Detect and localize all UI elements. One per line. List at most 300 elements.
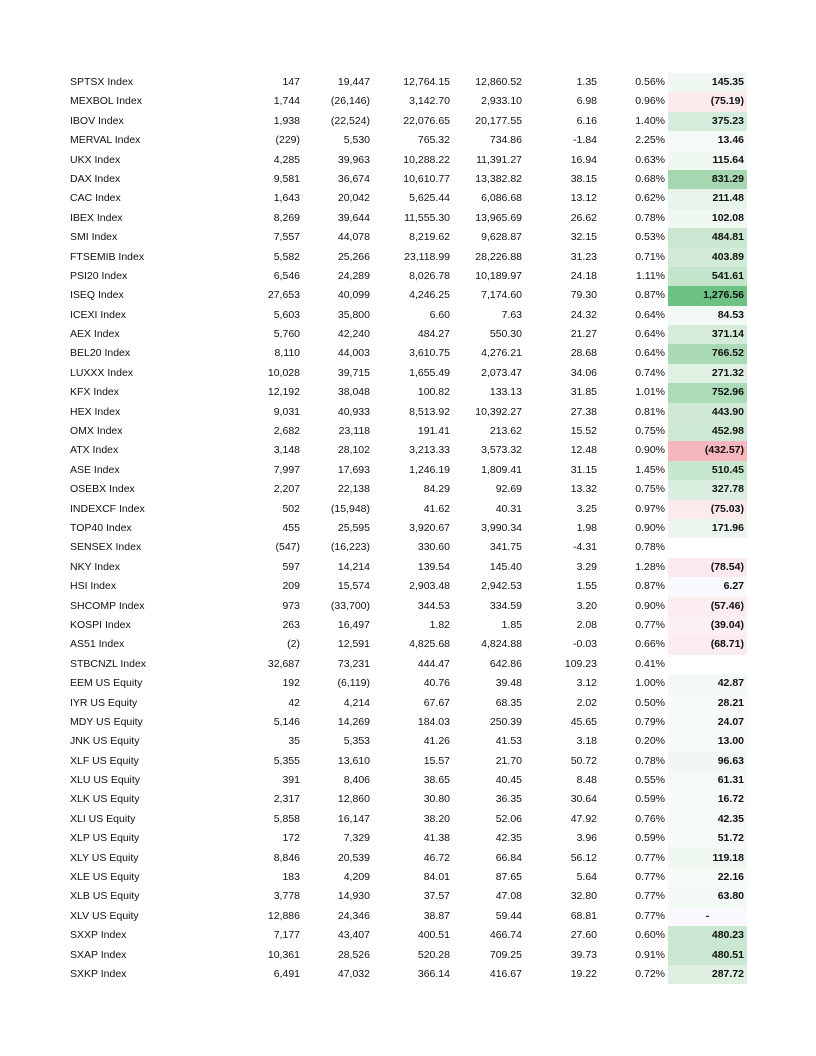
percent-cell: 0.71%: [635, 250, 665, 263]
value-5-cell: 16.94: [570, 153, 597, 166]
value-2-cell: 39,963: [337, 153, 370, 166]
value-1-cell: 2,207: [273, 483, 300, 496]
percent-cell: 1.45%: [635, 463, 665, 476]
result-cell: 371.14: [668, 325, 747, 344]
ticker-cell: SPTSX Index: [70, 76, 134, 88]
table-row: [0, 267, 816, 286]
value-1-cell: 192: [282, 677, 300, 690]
table-row: [0, 461, 816, 480]
result-cell: 766.52: [668, 344, 747, 363]
value-3-cell: 41.38: [423, 832, 450, 845]
value-3-cell: 30.80: [423, 793, 450, 806]
percent-cell: 0.68%: [635, 172, 665, 185]
value-5-cell: -1.84: [573, 134, 597, 147]
table-row: [0, 558, 816, 577]
ticker-cell: ASE Index: [70, 463, 120, 476]
value-5-cell: 3.20: [576, 599, 597, 612]
value-3-cell: 15.57: [423, 754, 450, 767]
value-5-cell: 3.18: [576, 735, 597, 748]
value-1-cell: 183: [282, 871, 300, 884]
value-1-cell: 2,317: [273, 793, 300, 806]
result-cell: 1,276.56: [668, 286, 747, 305]
table-row: [0, 597, 816, 616]
result-cell: 327.78: [668, 480, 747, 499]
ticker-cell: TOP40 Index: [70, 521, 132, 534]
value-5-cell: -4.31: [573, 541, 597, 554]
value-1-cell: 3,148: [273, 444, 300, 457]
percent-cell: 0.41%: [635, 657, 665, 670]
result-cell: 51.72: [668, 829, 747, 848]
value-3-cell: 4,246.25: [409, 289, 450, 302]
value-5-cell: 13.12: [570, 192, 597, 205]
table-row: [0, 92, 816, 111]
ticker-cell: MERVAL Index: [70, 134, 141, 147]
value-2-cell: 44,078: [337, 231, 370, 244]
percent-cell: 1.00%: [635, 677, 665, 690]
value-2-cell: 17,693: [337, 463, 370, 476]
value-3-cell: 22,076.65: [403, 114, 450, 127]
value-2-cell: 13,610: [337, 754, 370, 767]
result-cell: (57.46): [668, 597, 747, 616]
value-5-cell: 13.32: [570, 483, 597, 496]
value-1-cell: 263: [282, 618, 300, 631]
percent-cell: 0.66%: [635, 638, 665, 651]
value-1-cell: 1,744: [273, 95, 300, 108]
value-2-cell: 12,591: [337, 638, 370, 651]
value-4-cell: 59.44: [495, 909, 522, 922]
table-row: [0, 829, 816, 848]
ticker-cell: SXXP Index: [70, 929, 127, 942]
ticker-cell: XLV US Equity: [70, 909, 139, 922]
value-3-cell: 1,246.19: [409, 463, 450, 476]
ticker-cell: XLK US Equity: [70, 793, 140, 806]
table-row: [0, 577, 816, 596]
percent-cell: 0.77%: [635, 618, 665, 631]
result-cell: 42.35: [668, 810, 747, 829]
value-5-cell: 34.06: [570, 366, 597, 379]
value-2-cell: 4,209: [343, 871, 370, 884]
ticker-cell: JNK US Equity: [70, 735, 140, 748]
value-5-cell: 45.65: [570, 715, 597, 728]
ticker-cell: STBCNZL Index: [70, 657, 147, 670]
percent-cell: 0.60%: [635, 929, 665, 942]
value-1-cell: 973: [282, 599, 300, 612]
value-1-cell: 172: [282, 832, 300, 845]
ticker-cell: LUXXX Index: [70, 366, 134, 379]
value-2-cell: 47,032: [337, 967, 370, 980]
value-4-cell: 1,809.41: [481, 463, 522, 476]
value-3-cell: 3,610.75: [409, 347, 450, 360]
value-1-cell: 7,997: [273, 463, 300, 476]
value-3-cell: 6.60: [429, 308, 450, 321]
value-1-cell: 12,192: [267, 386, 300, 399]
value-1-cell: 502: [282, 502, 300, 515]
value-1-cell: 27,653: [267, 289, 300, 302]
value-5-cell: 2.02: [576, 696, 597, 709]
value-3-cell: 191.41: [417, 425, 450, 438]
value-2-cell: 7,329: [343, 832, 370, 845]
value-1-cell: 391: [282, 774, 300, 787]
value-2-cell: (22,524): [330, 114, 370, 127]
result-cell: 510.45: [668, 461, 747, 480]
value-4-cell: 7.63: [501, 308, 522, 321]
value-5-cell: 6.98: [576, 95, 597, 108]
ticker-cell: EEM US Equity: [70, 677, 143, 690]
value-5-cell: 1.35: [576, 76, 597, 88]
value-5-cell: 79.30: [570, 289, 597, 302]
value-2-cell: 24,346: [337, 909, 370, 922]
value-4-cell: 6,086.68: [481, 192, 522, 205]
ticker-cell: IYR US Equity: [70, 696, 138, 709]
table-row: [0, 131, 816, 150]
value-1-cell: 1,643: [273, 192, 300, 205]
value-2-cell: 28,102: [337, 444, 370, 457]
ticker-cell: AEX Index: [70, 328, 120, 341]
table-row: [0, 73, 816, 92]
result-cell: 403.89: [668, 248, 747, 267]
value-3-cell: 38.20: [423, 812, 450, 825]
value-1-cell: (2): [287, 638, 300, 651]
value-4-cell: 36.35: [495, 793, 522, 806]
result-cell: 145.35: [668, 73, 747, 92]
value-3-cell: 38.65: [423, 774, 450, 787]
value-5-cell: 38.15: [570, 172, 597, 185]
result-cell: 13.46: [668, 131, 747, 150]
ticker-cell: CAC Index: [70, 192, 121, 205]
ticker-cell: SXAP Index: [70, 948, 127, 961]
table-row: [0, 422, 816, 441]
value-2-cell: (15,948): [330, 502, 370, 515]
value-3-cell: 38.87: [423, 909, 450, 922]
value-3-cell: 40.76: [423, 677, 450, 690]
ticker-cell: ICEXI Index: [70, 308, 127, 321]
result-cell: 13.00: [668, 732, 747, 751]
result-cell: 480.51: [668, 946, 747, 965]
value-3-cell: 84.01: [423, 871, 450, 884]
result-cell: 375.23: [668, 112, 747, 131]
value-2-cell: 44,003: [337, 347, 370, 360]
value-5-cell: 31.15: [570, 463, 597, 476]
table-row: [0, 441, 816, 460]
table-row: [0, 616, 816, 635]
result-cell: 831.29: [668, 170, 747, 189]
percent-cell: 0.64%: [635, 308, 665, 321]
table-row: [0, 112, 816, 131]
value-5-cell: 68.81: [570, 909, 597, 922]
ticker-cell: SENSEX Index: [70, 541, 142, 554]
value-1-cell: 7,177: [273, 929, 300, 942]
value-4-cell: 466.74: [489, 929, 522, 942]
value-3-cell: 520.28: [417, 948, 450, 961]
ticker-cell: MDY US Equity: [70, 715, 143, 728]
value-5-cell: 8.48: [576, 774, 597, 787]
value-2-cell: 16,497: [337, 618, 370, 631]
percent-cell: 1.11%: [636, 269, 665, 282]
percent-cell: 0.75%: [635, 425, 665, 438]
value-4-cell: 87.65: [495, 871, 522, 884]
value-3-cell: 344.53: [417, 599, 450, 612]
ticker-cell: SXKP Index: [70, 967, 127, 980]
value-4-cell: 68.35: [495, 696, 522, 709]
value-5-cell: 27.60: [570, 929, 597, 942]
value-2-cell: 24,289: [337, 269, 370, 282]
percent-cell: 0.87%: [635, 580, 665, 593]
ticker-cell: IBEX Index: [70, 211, 123, 224]
value-2-cell: 5,353: [343, 735, 370, 748]
value-5-cell: 109.23: [564, 657, 597, 670]
value-4-cell: 40.45: [495, 774, 522, 787]
ticker-cell: HSI Index: [70, 580, 117, 593]
value-1-cell: 3,778: [273, 890, 300, 903]
value-2-cell: 38,048: [337, 386, 370, 399]
ticker-cell: MEXBOL Index: [70, 95, 142, 108]
value-1-cell: 5,858: [273, 812, 300, 825]
result-cell: (432.57): [668, 441, 747, 460]
percent-cell: 0.77%: [635, 851, 665, 864]
value-2-cell: (26,146): [330, 95, 370, 108]
value-4-cell: 250.39: [489, 715, 522, 728]
ticker-cell: UKX Index: [70, 153, 121, 166]
result-cell: 211.48: [668, 189, 747, 208]
value-2-cell: 22,138: [337, 483, 370, 496]
value-4-cell: 3,573.32: [481, 444, 522, 457]
table-row: [0, 228, 816, 247]
value-3-cell: 139.54: [417, 560, 450, 573]
table-row: [0, 383, 816, 402]
value-2-cell: 14,930: [337, 890, 370, 903]
value-1-cell: 455: [282, 521, 300, 534]
value-4-cell: 41.53: [495, 735, 522, 748]
percent-cell: 0.55%: [635, 774, 665, 787]
percent-cell: 0.78%: [635, 754, 665, 767]
table-row: [0, 887, 816, 906]
value-1-cell: 10,028: [267, 366, 300, 379]
value-3-cell: 330.60: [417, 541, 450, 554]
value-5-cell: 47.92: [570, 812, 597, 825]
ticker-cell: XLI US Equity: [70, 812, 136, 825]
ticker-cell: XLB US Equity: [70, 890, 140, 903]
table-row: [0, 189, 816, 208]
value-2-cell: 4,214: [343, 696, 370, 709]
table-row: [0, 907, 816, 926]
value-2-cell: 16,147: [337, 812, 370, 825]
percent-cell: 0.90%: [635, 444, 665, 457]
percent-cell: 0.56%: [635, 76, 665, 88]
result-cell: (75.19): [668, 92, 747, 111]
value-3-cell: 184.03: [417, 715, 450, 728]
value-4-cell: 133.13: [489, 386, 522, 399]
value-1-cell: 209: [282, 580, 300, 593]
value-1-cell: 5,146: [273, 715, 300, 728]
value-4-cell: 66.84: [495, 851, 522, 864]
value-2-cell: 39,644: [337, 211, 370, 224]
table-row: [0, 635, 816, 654]
value-5-cell: 31.23: [570, 250, 597, 263]
table-row: [0, 752, 816, 771]
result-cell: 484.81: [668, 228, 747, 247]
ticker-cell: KOSPI Index: [70, 618, 131, 631]
value-1-cell: 5,582: [273, 250, 300, 263]
value-5-cell: 3.12: [576, 677, 597, 690]
value-5-cell: 24.18: [570, 269, 597, 282]
result-cell: 84.53: [668, 306, 747, 325]
result-cell: 171.96: [668, 519, 747, 538]
value-1-cell: 9,581: [273, 172, 300, 185]
value-1-cell: 8,269: [273, 211, 300, 224]
table-row: [0, 965, 816, 984]
result-cell: [668, 655, 747, 674]
table-row: [0, 325, 816, 344]
value-2-cell: 25,595: [337, 521, 370, 534]
result-cell: 28.21: [668, 694, 747, 713]
value-2-cell: 12,860: [337, 793, 370, 806]
ticker-cell: OMX Index: [70, 425, 123, 438]
result-cell: (75.03): [668, 500, 747, 519]
value-5-cell: 3.25: [576, 502, 597, 515]
percent-cell: 0.78%: [635, 211, 665, 224]
value-3-cell: 5,625.44: [409, 192, 450, 205]
value-4-cell: 4,276.21: [481, 347, 522, 360]
value-4-cell: 2,942.53: [481, 580, 522, 593]
result-cell: 96.63: [668, 752, 747, 771]
value-1-cell: 9,031: [273, 405, 300, 418]
value-3-cell: 10,288.22: [403, 153, 450, 166]
value-5-cell: 30.64: [570, 793, 597, 806]
value-3-cell: 8,513.92: [409, 405, 450, 418]
value-3-cell: 765.32: [417, 134, 450, 147]
value-2-cell: 36,674: [337, 172, 370, 185]
table-row: [0, 694, 816, 713]
ticker-cell: OSEBX Index: [70, 483, 135, 496]
table-row: [0, 500, 816, 519]
spreadsheet-table: [0, 73, 816, 984]
value-4-cell: 11,391.27: [476, 153, 522, 166]
value-1-cell: 5,355: [273, 754, 300, 767]
value-3-cell: 41.62: [423, 502, 450, 515]
percent-cell: 0.74%: [635, 366, 665, 379]
ticker-cell: XLE US Equity: [70, 871, 140, 884]
value-2-cell: 8,406: [343, 774, 370, 787]
value-5-cell: 5.64: [576, 871, 597, 884]
table-row: [0, 170, 816, 189]
value-5-cell: 1.98: [576, 521, 597, 534]
table-row: [0, 946, 816, 965]
percent-cell: 0.91%: [635, 948, 665, 961]
value-5-cell: 1.55: [576, 580, 597, 593]
ticker-cell: XLU US Equity: [70, 774, 141, 787]
table-row: [0, 286, 816, 305]
ticker-cell: BEL20 Index: [70, 347, 131, 360]
ticker-cell: ISEQ Index: [70, 289, 124, 302]
value-1-cell: 6,546: [273, 269, 300, 282]
percent-cell: 0.20%: [635, 735, 665, 748]
value-3-cell: 84.29: [423, 483, 450, 496]
value-4-cell: 550.30: [489, 328, 522, 341]
value-2-cell: 25,266: [337, 250, 370, 263]
value-4-cell: 734.86: [489, 134, 522, 147]
value-3-cell: 1,655.49: [409, 366, 450, 379]
value-1-cell: 1,938: [273, 114, 300, 127]
result-cell: 287.72: [668, 965, 747, 984]
result-cell: 6.27: [668, 577, 747, 596]
value-3-cell: 484.27: [417, 328, 450, 341]
value-5-cell: 56.12: [570, 851, 597, 864]
value-2-cell: 73,231: [337, 657, 370, 670]
value-1-cell: 5,760: [273, 328, 300, 341]
value-1-cell: 6,491: [273, 967, 300, 980]
percent-cell: 0.96%: [635, 95, 665, 108]
value-3-cell: 444.47: [417, 657, 450, 670]
value-3-cell: 10,610.77: [403, 172, 450, 185]
table-row: [0, 306, 816, 325]
value-5-cell: 24.32: [570, 308, 597, 321]
value-1-cell: 8,110: [274, 347, 300, 360]
value-3-cell: 8,219.62: [409, 231, 450, 244]
value-5-cell: 2.08: [576, 618, 597, 631]
result-cell: 541.61: [668, 267, 747, 286]
value-5-cell: 6.16: [576, 114, 597, 127]
value-4-cell: 642.86: [489, 657, 522, 670]
value-1-cell: (547): [275, 541, 300, 554]
table-row: [0, 538, 816, 557]
value-5-cell: 26.62: [570, 211, 597, 224]
percent-cell: 0.76%: [635, 812, 665, 825]
value-5-cell: 19.22: [570, 967, 597, 980]
table-row: [0, 771, 816, 790]
ticker-cell: HEX Index: [70, 405, 121, 418]
value-3-cell: 12,764.15: [403, 76, 450, 88]
value-1-cell: 147: [282, 76, 300, 88]
value-5-cell: 3.29: [576, 560, 597, 573]
percent-cell: 0.87%: [635, 289, 665, 302]
percent-cell: 0.64%: [635, 328, 665, 341]
value-4-cell: 3,990.34: [481, 521, 522, 534]
value-3-cell: 2,903.48: [409, 580, 450, 593]
result-cell: 752.96: [668, 383, 747, 402]
value-3-cell: 1.82: [429, 618, 450, 631]
percent-cell: 0.81%: [635, 405, 665, 418]
value-4-cell: 13,382.82: [475, 172, 522, 185]
value-5-cell: 28.68: [570, 347, 597, 360]
value-4-cell: 416.67: [489, 967, 522, 980]
value-4-cell: 334.59: [489, 599, 522, 612]
value-2-cell: (33,700): [330, 599, 370, 612]
table-row: [0, 403, 816, 422]
value-1-cell: 7,557: [273, 231, 300, 244]
ticker-cell: SHCOMP Index: [70, 599, 145, 612]
table-row: [0, 790, 816, 809]
percent-cell: 1.40%: [635, 114, 665, 127]
value-4-cell: 52.06: [495, 812, 522, 825]
table-row: [0, 713, 816, 732]
value-2-cell: (16,223): [330, 541, 370, 554]
value-5-cell: 3.96: [576, 832, 597, 845]
value-1-cell: 42: [288, 696, 300, 709]
ticker-cell: DAX Index: [70, 172, 121, 185]
percent-cell: 0.79%: [635, 715, 665, 728]
value-4-cell: 2,073.47: [481, 366, 522, 379]
ticker-cell: KFX Index: [70, 386, 120, 399]
value-2-cell: (6,119): [337, 677, 370, 690]
value-3-cell: 11,555.30: [404, 211, 450, 224]
value-1-cell: 2,682: [273, 425, 300, 438]
value-3-cell: 46.72: [423, 851, 450, 864]
result-cell: 443.90: [668, 403, 747, 422]
percent-cell: 1.01%: [635, 386, 665, 399]
result-cell: [668, 538, 747, 557]
value-2-cell: 14,214: [337, 560, 370, 573]
table-row: [0, 655, 816, 674]
